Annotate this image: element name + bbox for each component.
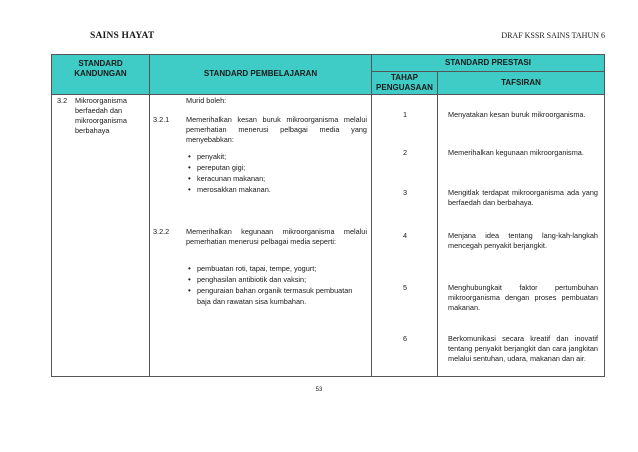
list-item: • penghasilan antibiotik dan vaksin; xyxy=(188,274,366,285)
level-3: 3 xyxy=(402,188,408,197)
tafsiran-2: Memerihalkan kegunaan mikroorganisma. xyxy=(448,148,584,157)
document-header-draft: DRAF KSSR SAINS TAHUN 6 xyxy=(501,31,605,40)
level-2: 2 xyxy=(402,148,408,157)
level-4: 4 xyxy=(402,231,408,240)
level-1: 1 xyxy=(402,110,408,119)
curriculum-table xyxy=(51,54,605,377)
header-tahap-penguasaan: TAHAP PENGUASAAN xyxy=(376,73,433,92)
list-item: • penguraian bahan organik termasuk pembuatan baja dan rawatan sisa kumbahan. xyxy=(188,285,366,307)
bullet-list-3-2-1 xyxy=(188,151,366,195)
pembelajaran-intro: Murid boleh: xyxy=(186,96,227,105)
tafsiran-4: Menjana idea tentang lang-kah-langkah mencegah penyakit berjangkit. xyxy=(448,231,598,250)
header-kandungan: STANDARD KANDUNGAN xyxy=(74,59,127,78)
list-item: • keracunan makanan; xyxy=(188,173,366,184)
page-number: 53 xyxy=(315,387,323,393)
kandungan-text: Mikroorganisma berfaedah dan mikroorganisma berbahaya xyxy=(75,96,127,135)
kandungan-code: 3.2 xyxy=(57,96,68,105)
standard-code-3-2-1: 3.2.1 xyxy=(153,115,170,124)
document-header-title: SAINS HAYAT xyxy=(90,31,155,41)
list-item: • pereputan gigi; xyxy=(188,162,366,173)
standard-text-3-2-1: Memerihalkan kesan buruk mikroorganisma melalui pemerhatian menerusi pelbagai media yang menyebabkan: xyxy=(186,115,367,144)
tafsiran-5: Menghubungkait faktor pertumbuhan mikroorganisma dengan proses pembuatan makanan. xyxy=(448,283,598,312)
header-prestasi: STANDARD PRESTASI xyxy=(445,58,531,67)
standard-text-3-2-2: Memerihalkan kegunaan mikroorganisma melalui pemerhatian menerusi pelbagai media seperti: xyxy=(186,227,367,246)
list-item: • merosakkan makanan. xyxy=(188,184,366,195)
tafsiran-6: Berkomunikasi secara kreatif dan inovatif tentang penyakit berjangkit dan cara jangkitan melalui sentuhan, udara, makanan dan air. xyxy=(448,334,598,363)
tafsiran-1: Menyatakan kesan buruk mikroorganisma. xyxy=(448,110,586,119)
header-tafsiran: TAFSIRAN xyxy=(501,78,541,87)
standard-code-3-2-2: 3.2.2 xyxy=(153,227,170,236)
list-item: • penyakit; xyxy=(188,151,366,162)
tafsiran-3: Mengitlak terdapat mikroorganisma ada yang berfaedah dan berbahaya. xyxy=(448,188,598,207)
list-item: • pembuatan roti, tapai, tempe, yogurt; xyxy=(188,263,366,274)
bullet-list-3-2-2 xyxy=(188,263,366,307)
level-5: 5 xyxy=(402,283,408,292)
header-pembelajaran: STANDARD PEMBELAJARAN xyxy=(203,69,318,78)
level-6: 6 xyxy=(402,334,408,343)
